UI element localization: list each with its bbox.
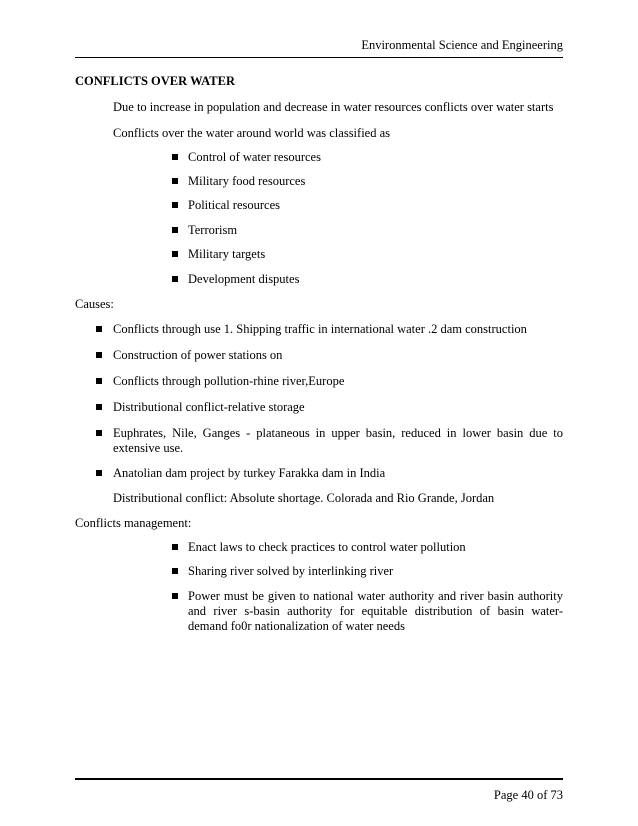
square-bullet-icon [172, 276, 178, 282]
list-item: Terrorism [188, 223, 238, 237]
square-bullet-icon [96, 378, 102, 384]
square-bullet-icon [172, 251, 178, 257]
section-heading: CONFLICTS OVER WATER [75, 74, 235, 88]
header-title: Environmental Science and Engineering [361, 38, 563, 52]
square-bullet-icon [172, 568, 178, 574]
square-bullet-icon [96, 352, 102, 358]
list-item: Military targets [188, 247, 266, 261]
list-item: Control of water resources [188, 150, 321, 164]
list-item: Euphrates, Nile, Ganges - plataneous in upper basin, reduced in lower basin due to extensive use. [113, 426, 563, 455]
list-item: Enact laws to check practices to control water pollution [188, 540, 466, 554]
square-bullet-icon [172, 202, 178, 208]
list-item: Power must be given to national water authority and river basin authority and river s-basin authority for equitable distribution of basin water-demand fo0r nationalization of water needs [188, 589, 563, 633]
list-item: Military food resources [188, 174, 306, 188]
square-bullet-icon [96, 470, 102, 476]
intro-line: Conflicts over the water around world was classified as [113, 126, 391, 140]
causes-label: Causes: [75, 297, 114, 311]
square-bullet-icon [96, 404, 102, 410]
square-bullet-icon [172, 227, 178, 233]
page-header [75, 30, 563, 58]
square-bullet-icon [172, 593, 178, 599]
list-item: Sharing river solved by interlinking river [188, 564, 394, 578]
list-item: Construction of power stations on [113, 348, 283, 362]
page-footer [75, 778, 563, 802]
square-bullet-icon [96, 326, 102, 332]
list-item: Development disputes [188, 272, 300, 286]
list-item: Political resources [188, 198, 280, 212]
square-bullet-icon [172, 154, 178, 160]
list-item: Conflicts through use 1. Shipping traffic in international water .2 dam construction [113, 322, 527, 336]
list-item: Distributional conflict-relative storage [113, 400, 305, 414]
intro-line: Due to increase in population and decrease in water resources conflicts over water starts [113, 100, 554, 114]
list-item: Anatolian dam project by turkey Farakka dam in India [113, 466, 386, 480]
management-label: Conflicts management: [75, 516, 192, 530]
list-item: Conflicts through pollution-rhine river,Europe [113, 374, 345, 388]
square-bullet-icon [96, 430, 102, 436]
page-number: Page 40 of 73 [493, 788, 563, 802]
square-bullet-icon [172, 178, 178, 184]
distributional-note: Distributional conflict: Absolute shortage. Colorada and Rio Grande, Jordan [113, 491, 495, 505]
square-bullet-icon [172, 544, 178, 550]
